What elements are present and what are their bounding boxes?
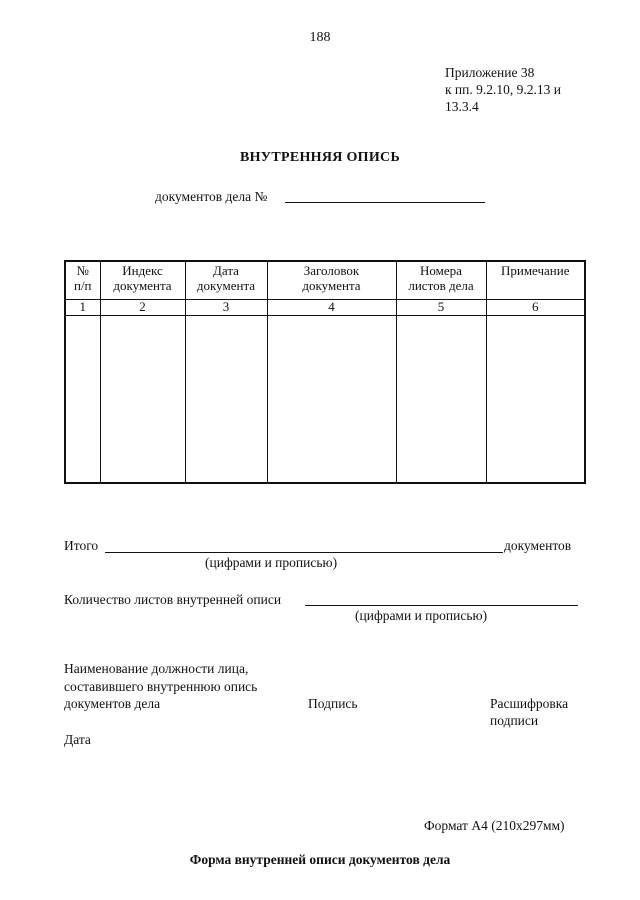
column-number: 3 [185, 300, 267, 316]
table-numbering-row [65, 300, 585, 316]
decode-label-line-1: Расшифровка [490, 696, 569, 711]
column-number: 6 [486, 300, 585, 316]
header-text: документа [196, 278, 256, 293]
case-number-line [285, 202, 485, 203]
page-number: 188 [309, 30, 331, 45]
sheets-count-hint: (цифрами и прописью) [355, 608, 488, 623]
document-subtitle: документов дела № [155, 189, 268, 204]
inventory-table [64, 260, 586, 484]
appendix-line-3: 13.3.4 [445, 99, 479, 114]
header-text: Примечание [500, 263, 570, 278]
column-number: 4 [267, 300, 396, 316]
column-number: 1 [65, 300, 100, 316]
table-cell [267, 316, 396, 484]
header-cell-index [100, 261, 185, 300]
appendix-reference [445, 64, 561, 115]
table-cell [185, 316, 267, 484]
sheets-count-line [305, 605, 578, 606]
header-text: п/п [73, 278, 92, 293]
header-cell-heading [267, 261, 396, 300]
header-cell-note [486, 261, 585, 300]
document-title: ВНУТРЕННЯЯ ОПИСЬ [239, 150, 401, 165]
total-label: Итого [64, 538, 99, 553]
total-hint: (цифрами и прописью) [205, 555, 338, 570]
header-text: Индекс [122, 263, 163, 278]
header-cell-number [65, 261, 100, 300]
header-text: № [76, 263, 89, 278]
table-body-row [65, 316, 585, 484]
column-number: 2 [100, 300, 185, 316]
header-text: Заголовок [303, 263, 360, 278]
column-number: 5 [396, 300, 486, 316]
appendix-line-1: Приложение 38 [445, 65, 535, 80]
header-cell-sheets [396, 261, 486, 300]
date-label: Дата [64, 732, 91, 747]
table-cell [100, 316, 185, 484]
position-line-3: документов дела [64, 696, 161, 711]
decode-label-line-2: подписи [490, 713, 539, 728]
position-line-2: составившего внутреннюю опись [64, 679, 258, 694]
header-text: листов дела [408, 278, 474, 293]
position-line-1: Наименование должности лица, [64, 661, 249, 676]
table-cell [396, 316, 486, 484]
appendix-line-2: к пп. 9.2.10, 9.2.13 и [445, 82, 561, 97]
format-note: Формат А4 (210х297мм) [424, 818, 565, 833]
sheets-count-label: Количество листов внутренней описи [64, 592, 282, 607]
header-text: Дата [213, 263, 239, 278]
header-text: Номера [420, 263, 462, 278]
total-line [105, 552, 503, 553]
header-text: документа [113, 278, 172, 293]
signature-label: Подпись [308, 696, 358, 711]
header-cell-date [185, 261, 267, 300]
table-cell [65, 316, 100, 484]
total-suffix: документов [504, 538, 572, 553]
form-caption: Форма внутренней описи документов дела [189, 852, 451, 867]
table-header-row [65, 261, 585, 300]
table-cell [486, 316, 585, 484]
header-text: документа [302, 278, 361, 293]
